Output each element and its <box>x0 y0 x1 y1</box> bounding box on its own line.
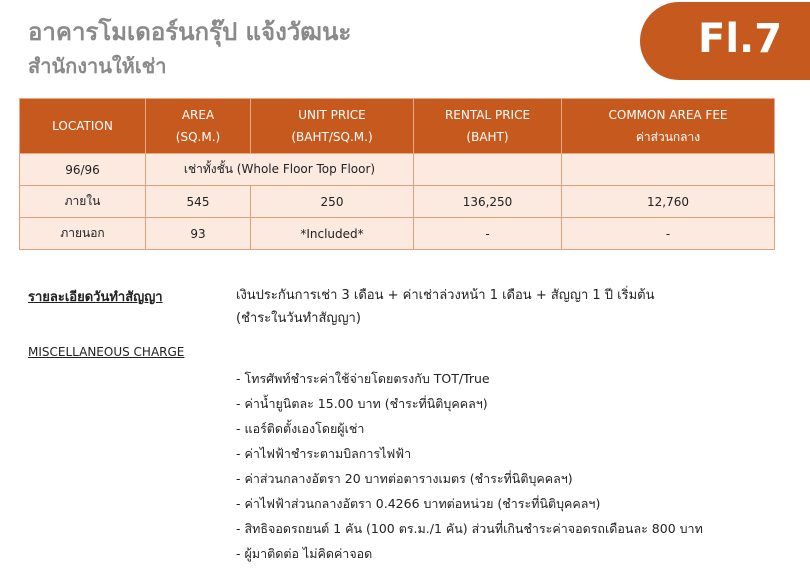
floor-label: Fl.7 <box>698 16 783 62</box>
misc-charge-list <box>236 366 703 566</box>
list-dash: - <box>236 371 241 386</box>
list-item-text: ผู้มาติดต่อ ไม่คิดค่าจอด <box>244 546 373 561</box>
cell-common-fee: - <box>562 218 775 250</box>
list-dash: - <box>236 446 241 461</box>
contract-details-text <box>236 284 654 330</box>
list-item-text: ค่าไฟฟ้าส่วนกลางอัตรา 0.4266 บาทต่อหน่วย (ชำระที่นิติบุคคลฯ) <box>244 496 601 511</box>
cell-area: 93 <box>146 218 251 250</box>
list-dash: - <box>236 396 241 411</box>
list-item <box>236 516 703 541</box>
list-item <box>236 466 703 491</box>
cell-unit-price: 250 <box>251 186 414 218</box>
list-item-text: โทรศัพท์ชำระค่าใช้จ่ายโดยตรงกับ TOT/True <box>244 371 490 386</box>
list-dash: - <box>236 471 241 486</box>
contract-line: (ชำระในวันทำสัญญา) <box>236 311 361 326</box>
table-header-row <box>20 99 775 154</box>
cell-location: ภายนอก <box>20 218 146 250</box>
pricing-table <box>19 98 775 250</box>
list-item-text: สิทธิจอดรถยนต์ 1 คัน (100 ตร.ม./1 คัน) ส่วนที่เกินชำระค่าจอดรถเดือนละ 800 บาท <box>244 521 703 536</box>
building-title: อาคารโมเดอร์นกรุ๊ป แจ้งวัฒนะ <box>28 18 352 46</box>
list-item <box>236 416 703 441</box>
cell-common-fee: 12,760 <box>562 186 775 218</box>
list-dash: - <box>236 546 241 561</box>
header-rental-price: RENTAL PRICE (BAHT) <box>414 99 562 154</box>
contract-line: เงินประกันการเช่า 3 เดือน + ค่าเช่าล่วงหน้า 1 เดือน + สัญญา 1 ปี เริ่มต้น <box>236 288 655 303</box>
header-unit-price: UNIT PRICE (BAHT/SQ.M.) <box>251 99 414 154</box>
list-item <box>236 491 703 516</box>
misc-charge-label: MISCELLANEOUS CHARGE <box>28 345 185 359</box>
list-item <box>236 541 703 566</box>
cell-common-fee <box>562 154 775 186</box>
building-subtitle: สำนักงานให้เช่า <box>28 54 167 78</box>
contract-details-label: รายละเอียดวันทำสัญญา <box>28 290 163 305</box>
header-area: AREA (SQ.M.) <box>146 99 251 154</box>
cell-rental-price <box>414 154 562 186</box>
list-item <box>236 441 703 466</box>
cell-rental-price: 136,250 <box>414 186 562 218</box>
list-item-text: ค่าไฟฟ้าชำระตามบิลการไฟฟ้า <box>244 446 412 461</box>
list-item-text: ค่าส่วนกลางอัตรา 20 บาทต่อตารางเมตร (ชำระที่นิติบุคคลฯ) <box>244 471 573 486</box>
table-row <box>20 186 775 218</box>
header-common-area-fee: COMMON AREA FEE ค่าส่วนกลาง <box>562 99 775 154</box>
table-row <box>20 218 775 250</box>
list-dash: - <box>236 496 241 511</box>
cell-area: 545 <box>146 186 251 218</box>
table-row <box>20 154 775 186</box>
header-location: LOCATION <box>20 99 146 154</box>
list-item-text: แอร์ติดตั้งเองโดยผู้เช่า <box>244 421 365 436</box>
cell-unit-price: *Included* <box>251 218 414 250</box>
cell-location: 96/96 <box>20 154 146 186</box>
list-item-text: ค่าน้ำยูนิตละ 15.00 บาท (ชำระที่นิติบุคคลฯ) <box>244 396 488 411</box>
list-item <box>236 366 703 391</box>
cell-location: ภายใน <box>20 186 146 218</box>
list-dash: - <box>236 421 241 436</box>
cell-whole-floor: เช่าทั้งชั้น (Whole Floor Top Floor) <box>146 154 414 186</box>
cell-rental-price: - <box>414 218 562 250</box>
list-dash: - <box>236 521 241 536</box>
list-item <box>236 391 703 416</box>
